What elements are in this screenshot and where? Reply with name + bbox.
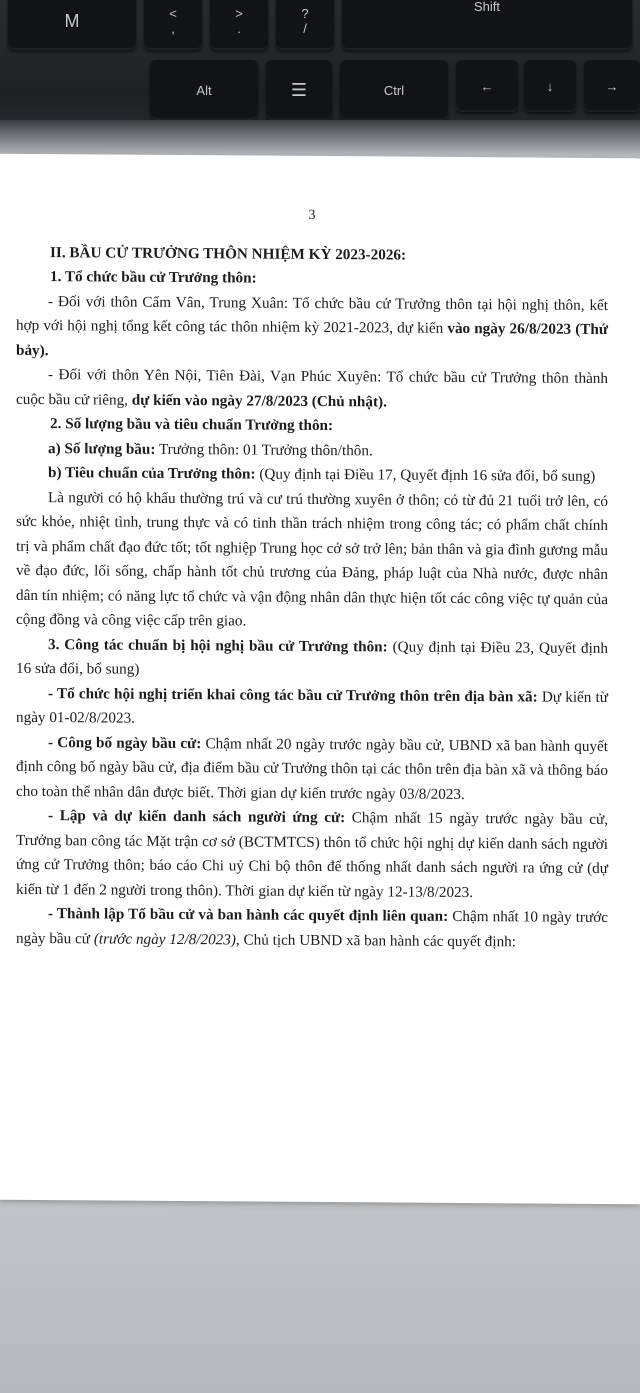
section-3-item-2-text: Chậm nhất 20 ngày trước ngày bầu cử, UBND xã ban hành quyết định công bố ngày bầu cử, địa điểm bầu cử Trưởng thôn tại các thôn trên địa bàn xã và thông báo cho toàn thể nhân dân được biết. Thời gian dự kiến trước ngày 03/8/2023.	[16, 734, 608, 803]
key-slash-sub-label: /	[303, 21, 307, 36]
section-2-item-a-text: Trưởng thôn: 01 Trưởng thôn/thôn.	[155, 440, 373, 459]
key-right-arrow	[584, 60, 640, 112]
section-3-item-3	[16, 804, 608, 906]
section-3-title-note: (Quy định tại Điều 23, Quyết định 16 sửa đổi, bổ sung)	[16, 637, 608, 678]
page-number: 3	[308, 207, 316, 223]
section-1-paragraph-2-date: dự kiến vào ngày 27/8/2023 (Chủ nhật).	[131, 391, 387, 410]
key-comma-sub-label: ,	[171, 21, 175, 36]
key-down-arrow	[524, 60, 576, 112]
section-3-item-4-text-b: , Chủ tịch UBND xã ban hành các quyết định:	[235, 930, 516, 950]
key-period	[210, 0, 268, 50]
section-3-item-1-text: Dự kiến từ ngày 01-02/8/2023.	[16, 688, 608, 727]
section-3-item-4-label: - Thành lập Tổ bầu cử và ban hành các quyết định liên quan:	[48, 905, 449, 925]
section-2-item-b-text: (Quy định tại Điều 17, Quyết định 16 sửa đổi, bổ sung)	[255, 465, 596, 485]
key-ctrl	[340, 60, 448, 120]
key-slash	[276, 0, 334, 50]
section-title: II. BẦU CỬ TRƯỞNG THÔN NHIỆM KỲ 2023-2026:	[50, 243, 407, 264]
section-1-paragraph-2	[16, 363, 608, 416]
key-period-top-label: >	[235, 6, 243, 21]
section-3-title	[16, 632, 608, 685]
key-left-arrow	[456, 60, 518, 112]
section-3-item-2	[16, 730, 608, 808]
section-2-item-b	[16, 461, 608, 490]
section-3-item-1	[16, 681, 608, 734]
menu-icon: ☰	[290, 79, 308, 100]
section-1-paragraph-1	[16, 289, 608, 367]
section-2-item-a-label: a) Số lượng bầu:	[48, 439, 156, 458]
key-alt	[150, 60, 258, 120]
document-body	[16, 202, 608, 955]
section-1-paragraph-1-text: - Đối với thôn Cẩm Vân, Trung Xuân: Tổ chức bầu cử Trưởng thôn tại hội nghị thôn, kết hợp với hội nghị tổng kết công tác thôn nhiệm kỳ 2021-2023, dự kiến	[16, 292, 608, 337]
section-1-paragraph-1-date: vào ngày 26/8/2023 (Thứ bảy).	[16, 319, 608, 359]
key-shift	[342, 0, 632, 50]
key-period-sub-label: .	[237, 21, 241, 36]
section-3-item-4-text-a: Chậm nhất 10 ngày trước ngày bầu cử	[16, 907, 608, 947]
key-ctrl-label: Ctrl	[383, 82, 405, 98]
key-menu	[266, 60, 332, 120]
section-3-title-label: 3. Công tác chuẩn bị hội nghị bầu cử Trưởng thôn:	[48, 635, 388, 655]
key-comma-top-label: <	[169, 6, 177, 21]
key-m	[8, 0, 136, 50]
section-3-item-1-label: - Tổ chức hội nghị triển khai công tác bầu cử Trưởng thôn trên địa bàn xã:	[48, 684, 538, 706]
desk-surface-bottom	[0, 1190, 640, 1393]
section-1-paragraph-2-text: - Đối với thôn Yên Nội, Tiên Đài, Vạn Phúc Xuyên: Tổ chức bầu cử Trưởng thôn thành cuộc bầu cử riêng,	[16, 366, 608, 409]
key-slash-top-label: ?	[301, 6, 309, 21]
section-3-item-3-label: - Lập và dự kiến danh sách người ứng cử:	[48, 807, 346, 827]
section-2-item-b-label: b) Tiêu chuẩn của Trưởng thôn:	[48, 464, 256, 483]
arrow-left-icon: ←	[480, 78, 494, 94]
key-comma	[144, 0, 202, 50]
section-3-item-2-label: - Công bố ngày bầu cử:	[48, 733, 202, 752]
section-2-body: Là người có hộ khẩu thường trú và cư trú thường xuyên ở thôn; có từ đủ 21 tuổi trở lên, có sức khỏe, nhiệt tình, trung thực và có tinh thần trách nhiệm trong công tác; có phẩm chất chính trị và phẩm chất đạo đức tốt; tốt nghiệp Trung học cở sở trở lên; bản thân và gia đình gương mẫu về đạo đức, lối sống, chấp hành tốt chủ trương của Đảng, pháp luật của Nhà nước, được nhân dân tín nhiệm; có năng lực tổ chức và vận động nhân dân thực hiện tốt các công việc tự quản của cộng đồng và công việc cấp trên giao.	[16, 488, 608, 630]
section-2-title: 2. Số lượng bầu và tiêu chuẩn Trưởng thôn:	[50, 415, 334, 435]
section-3-item-4	[16, 902, 608, 955]
key-alt-label: Alt	[196, 82, 212, 98]
document-page	[0, 154, 640, 1204]
arrow-right-icon: →	[605, 78, 619, 94]
section-3-item-4-text-italic: (trước ngày 12/8/2023)	[93, 929, 236, 948]
section-1-title: 1. Tổ chức bầu cử Trưởng thôn:	[50, 268, 257, 287]
key-m-label: M	[64, 10, 80, 31]
section-3-item-3-text: Chậm nhất 15 ngày trước ngày bầu cử, Trưởng ban công tác Mặt trận cơ sở (BCTMTCS) thôn tổ chức hội nghị dự kiến danh sách người ứng cử Trưởng thôn; báo cáo Chi uỷ Chi bộ thôn để thống nhất danh sách người ra ứng cử (dự kiến từ 1 đến 2 người trong thôn). Thời gian dự kiến từ ngày 12-13/8/2023.	[16, 809, 608, 901]
arrow-down-icon: ↓	[546, 78, 554, 94]
key-shift-label: Shift	[473, 0, 500, 14]
